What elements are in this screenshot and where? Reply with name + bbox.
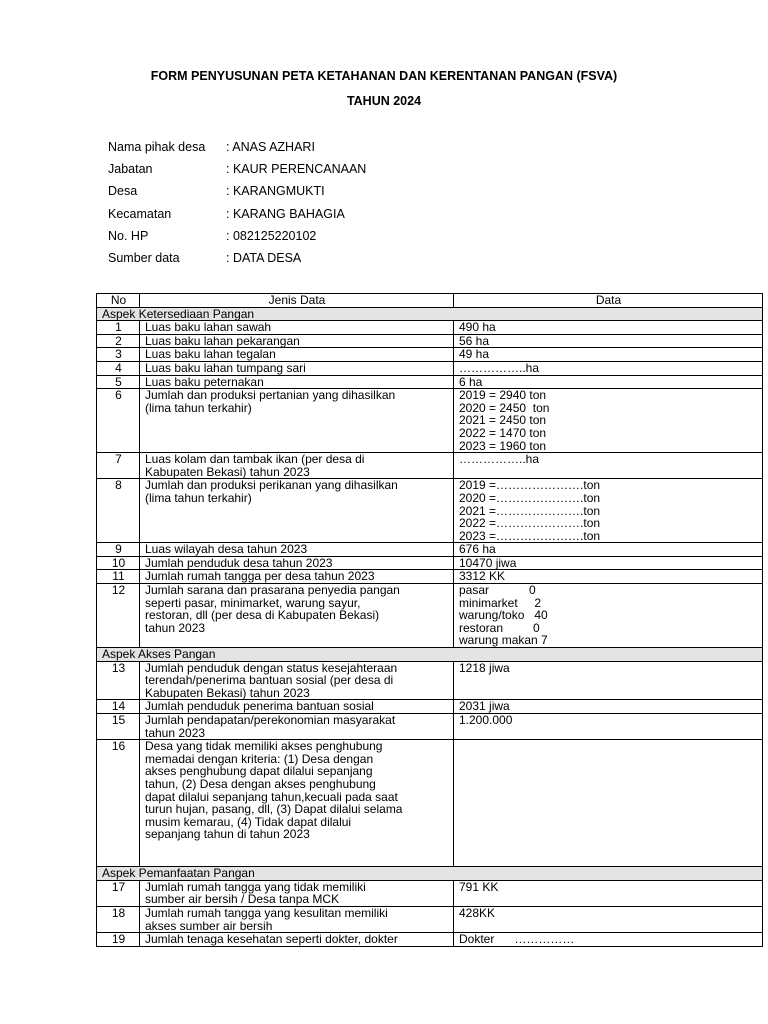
data-value-cell-line: Dokter ……………: [459, 932, 575, 947]
data-table: [96, 293, 763, 947]
jenis-data-cell-line: Jumlah tenaga kesehatan seperti dokter, dokter: [145, 932, 398, 947]
table-row: [97, 334, 763, 348]
table-row: [97, 906, 763, 932]
data-value-cell-line: 3312 KK: [459, 569, 506, 584]
jenis-data-cell: [140, 375, 454, 389]
data-value-cell: [454, 389, 763, 453]
jenis-data-cell: [140, 933, 454, 947]
info-value: : 082125220102: [226, 228, 317, 243]
data-value-cell: [454, 700, 763, 714]
jenis-data-cell: [140, 556, 454, 570]
data-value-cell-line: 2023 =………………….ton: [459, 528, 601, 543]
data-value-cell: [454, 321, 763, 335]
jenis-data-cell-line: restoran, dll (per desa di Kabupaten Bekasi): [145, 608, 380, 623]
data-value-cell-line: 2020 =………………….ton: [459, 490, 601, 505]
jenis-data-cell-line: sumber air bersih / Desa tanpa MCK: [145, 892, 340, 907]
row-number: 3: [97, 348, 140, 362]
jenis-data-cell-line: seperti pasar, minimarket, warung sayur,: [145, 595, 361, 610]
data-value-cell-line: 2031 jiwa: [459, 699, 510, 714]
jenis-data-cell: [140, 584, 454, 648]
data-value-cell-line: ……………..ha: [459, 360, 540, 375]
jenis-data-cell-line: dapat dilalui sepanjang tahun,kecuali pada saat: [145, 789, 398, 804]
jenis-data-cell-line: akses penghubung dapat dilalui sepanjang: [145, 764, 373, 779]
header-jenis-data: Jenis Data: [140, 294, 454, 308]
jenis-data-cell: [140, 321, 454, 335]
table-row: [97, 479, 763, 543]
table-header-row: [97, 294, 763, 308]
data-value-cell: [454, 348, 763, 362]
table-row: [97, 389, 763, 453]
row-number: 1: [97, 321, 140, 335]
jenis-data-cell-line: Jumlah dan produksi perikanan yang dihasilkan: [145, 478, 398, 493]
jenis-data-cell-line: memadai dengan kriteria: (1) Desa dengan: [145, 751, 374, 766]
jenis-data-cell-line: tahun 2023: [145, 725, 206, 740]
row-number: 12: [97, 584, 140, 648]
table-row: [97, 661, 763, 700]
jenis-data-cell-line: Jumlah rumah tangga yang kesulitan memiliki: [145, 905, 388, 920]
table-row: [97, 543, 763, 557]
jenis-data-cell-line: akses sumber air bersih: [145, 918, 273, 933]
jenis-data-cell-line: Desa yang tidak memiliki akses penghubung: [145, 739, 383, 754]
data-value-cell-line: 2019 =………………….ton: [459, 478, 601, 493]
data-value-cell: [454, 740, 763, 867]
jenis-data-cell: [140, 906, 454, 932]
jenis-data-cell: [140, 880, 454, 906]
row-number: 15: [97, 714, 140, 740]
jenis-data-cell-line: Jumlah penduduk desa tahun 2023: [145, 555, 333, 570]
data-value-cell-line: 2022 =………………….ton: [459, 516, 601, 531]
data-value-cell: [454, 714, 763, 740]
jenis-data-cell-line: Jumlah sarana dan prasarana penyedia pangan: [145, 583, 400, 598]
info-value: : KAUR PERENCANAAN: [226, 162, 367, 177]
section-row: [97, 867, 763, 881]
row-number: 14: [97, 700, 140, 714]
info-label: Jabatan: [108, 162, 153, 177]
data-value-cell: [454, 334, 763, 348]
jenis-data-cell-line: musim kemarau, (4) Tidak dapat dilalui: [145, 814, 352, 829]
info-label: Sumber data: [108, 251, 180, 266]
data-value-cell: [454, 375, 763, 389]
jenis-data-cell: [140, 700, 454, 714]
data-value-cell-line: pasar 0: [459, 583, 536, 598]
table-row: [97, 700, 763, 714]
jenis-data-cell-line: terendah/penerima bantuan sosial (per desa di: [145, 673, 394, 688]
jenis-data-cell-line: Luas baku lahan sawah: [145, 320, 272, 335]
section-row: [97, 648, 763, 662]
jenis-data-cell: [140, 361, 454, 375]
jenis-data-cell: [140, 740, 454, 867]
jenis-data-cell-line: Luas baku peternakan: [145, 374, 264, 389]
row-number: 11: [97, 570, 140, 584]
data-value-cell: [454, 661, 763, 700]
row-number: 5: [97, 375, 140, 389]
table-row: [97, 348, 763, 362]
row-number: 9: [97, 543, 140, 557]
row-number: 13: [97, 661, 140, 700]
info-value: : KARANGMUKTI: [226, 184, 325, 199]
table-row: [97, 880, 763, 906]
data-value-cell-line: warung/toko 40: [459, 608, 548, 623]
row-number: 4: [97, 361, 140, 375]
data-value-cell-line: restoran 0: [459, 620, 540, 635]
form-title: FORM PENYUSUNAN PETA KETAHANAN DAN KERENTANAN PANGAN (FSVA): [150, 69, 618, 83]
data-value-cell-line: 49 ha: [459, 347, 490, 362]
section-pemanfaatan: Aspek Pemanfaatan Pangan: [97, 867, 763, 881]
row-number: 19: [97, 933, 140, 947]
data-value-cell-line: warung makan 7: [459, 633, 548, 648]
jenis-data-cell-line: Jumlah rumah tangga per desa tahun 2023: [145, 569, 375, 584]
data-value-cell-line: 676 ha: [459, 542, 496, 557]
table-row: [97, 584, 763, 648]
header-no: No: [97, 294, 140, 308]
table-row: [97, 453, 763, 479]
table-row: [97, 933, 763, 947]
jenis-data-cell: [140, 334, 454, 348]
row-number: 16: [97, 740, 140, 867]
table-row: [97, 556, 763, 570]
data-value-cell-line: 10470 jiwa: [459, 555, 517, 570]
jenis-data-cell-line: Luas wilayah desa tahun 2023: [145, 542, 308, 557]
data-value-cell-line: ……………..ha: [459, 452, 540, 467]
jenis-data-cell: [140, 348, 454, 362]
data-value-cell-line: 1.200.000: [459, 713, 513, 727]
jenis-data-cell-line: tahun, (2) Desa dengan akses penghubung: [145, 776, 376, 791]
data-value-cell: [454, 453, 763, 479]
data-value-cell: [454, 906, 763, 932]
info-row-hp: [108, 225, 366, 247]
section-ketersediaan: Aspek Ketersediaan Pangan: [97, 307, 763, 321]
table-row: [97, 740, 763, 867]
table-row: [97, 361, 763, 375]
data-value-cell-line: minimarket 2: [459, 595, 542, 610]
data-value-cell-line: 490 ha: [459, 320, 496, 335]
jenis-data-cell-line: Luas baku lahan pekarangan: [145, 333, 300, 348]
jenis-data-cell-line: Jumlah penduduk dengan status kesejahteraan: [145, 660, 398, 675]
section-akses: Aspek Akses Pangan: [97, 648, 763, 662]
table-row: [97, 714, 763, 740]
data-value-cell: [454, 556, 763, 570]
jenis-data-cell: [140, 453, 454, 479]
data-value-cell-line: 428KK: [459, 905, 496, 920]
row-number: 17: [97, 880, 140, 906]
row-number: 18: [97, 906, 140, 932]
jenis-data-cell: [140, 661, 454, 700]
form-year: TAHUN 2024: [346, 94, 422, 108]
data-value-cell: [454, 880, 763, 906]
respondent-info: [108, 136, 366, 269]
data-value-cell-line: 2021 = 2450 ton: [459, 413, 547, 428]
jenis-data-cell-line: Jumlah penduduk penerima bantuan sosial: [145, 699, 374, 714]
jenis-data-cell-line: turun hujan, pasang, dll, (3) Dapat dilalui selama: [145, 802, 403, 817]
row-number: 2: [97, 334, 140, 348]
data-value-cell-line: 2020 = 2450 ton: [459, 400, 550, 415]
jenis-data-cell-line: Kabupaten Bekasi) tahun 2023: [145, 464, 310, 479]
info-label: Kecamatan: [108, 206, 172, 221]
jenis-data-cell: [140, 543, 454, 557]
jenis-data-cell: [140, 389, 454, 453]
info-row-jabatan: [108, 158, 366, 180]
jenis-data-cell-line: Luas baku lahan tumpang sari: [145, 360, 306, 375]
jenis-data-cell-line: Kabupaten Bekasi) tahun 2023: [145, 685, 310, 700]
row-number: 8: [97, 479, 140, 543]
table-row: [97, 375, 763, 389]
jenis-data-cell-line: tahun 2023: [145, 620, 206, 635]
jenis-data-cell-line: Jumlah rumah tangga yang tidak memiliki: [145, 879, 366, 894]
info-value: : ANAS AZHARI: [226, 140, 315, 155]
data-value-cell-line: 56 ha: [459, 333, 490, 348]
info-row-nama: [108, 136, 366, 158]
data-value-cell-line: 2021 =………………….ton: [459, 503, 601, 518]
row-number: 7: [97, 453, 140, 479]
data-value-cell-line: 2023 = 1960 ton: [459, 438, 547, 453]
info-row-desa: [108, 180, 366, 202]
data-value-cell: [454, 361, 763, 375]
data-value-cell: [454, 933, 763, 947]
jenis-data-cell-line: Jumlah dan produksi pertanian yang dihasilkan: [145, 388, 396, 403]
jenis-data-cell: [140, 479, 454, 543]
row-number: 6: [97, 389, 140, 453]
jenis-data-cell-line: (lima tahun terkahir): [145, 400, 252, 415]
jenis-data-cell: [140, 714, 454, 740]
header-data: Data: [454, 294, 763, 308]
jenis-data-cell-line: Luas baku lahan tegalan: [145, 347, 276, 362]
info-value: : KARANG BAHAGIA: [226, 206, 345, 221]
data-value-cell-line: 2019 = 2940 ton: [459, 388, 547, 403]
data-value-cell: [454, 543, 763, 557]
jenis-data-cell-line: Luas kolam dan tambak ikan (per desa di: [145, 452, 365, 467]
data-value-cell: [454, 570, 763, 584]
info-label: No. HP: [108, 228, 149, 243]
jenis-data-cell: [140, 570, 454, 584]
row-number: 10: [97, 556, 140, 570]
info-row-kecamatan: [108, 203, 366, 225]
info-value: : DATA DESA: [226, 251, 302, 266]
jenis-data-cell-line: (lima tahun terkahir): [145, 490, 252, 505]
info-label: Desa: [108, 184, 138, 199]
jenis-data-cell-line: Jumlah pendapatan/perekonomian masyarakat: [145, 713, 396, 727]
jenis-data-cell-line: sepanjang tahun di tahun 2023: [145, 827, 310, 842]
table-row: [97, 321, 763, 335]
data-value-cell: [454, 479, 763, 543]
data-value-cell-line: 1218 jiwa: [459, 660, 510, 675]
data-value-cell-line: 791 KK: [459, 879, 499, 894]
section-row: [97, 307, 763, 321]
data-value-cell-line: 6 ha: [459, 374, 483, 389]
info-label: Nama pihak desa: [108, 140, 206, 155]
info-row-sumber: [108, 247, 366, 269]
table-row: [97, 570, 763, 584]
data-value-cell: [454, 584, 763, 648]
data-value-cell-line: 2022 = 1470 ton: [459, 425, 547, 440]
